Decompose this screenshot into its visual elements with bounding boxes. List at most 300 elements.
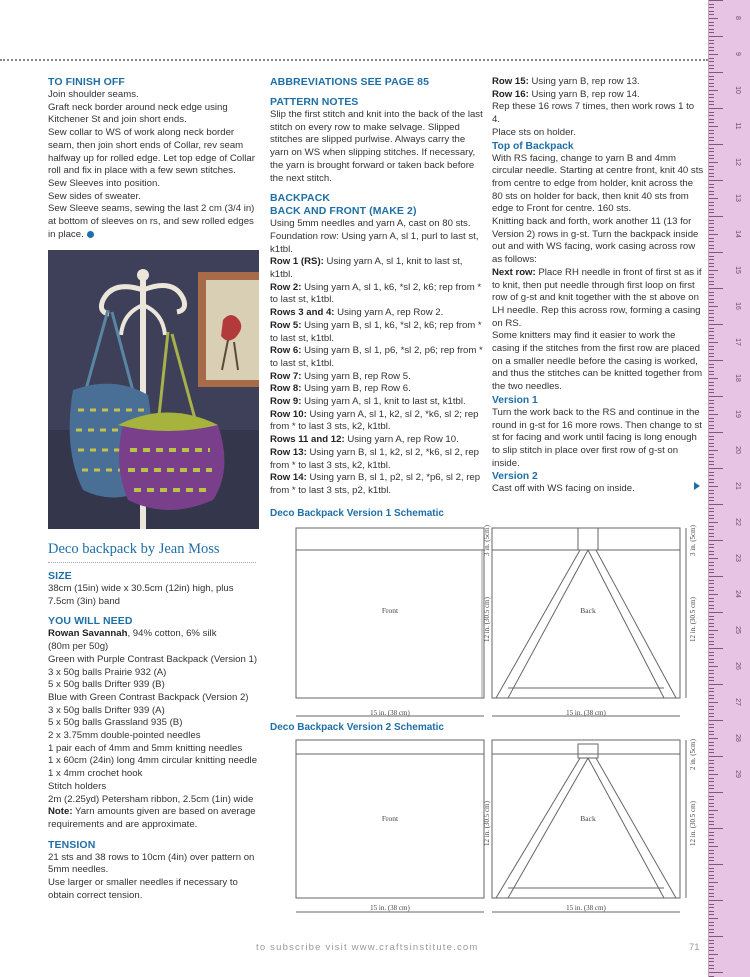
ruler-tick	[709, 623, 714, 624]
pattern-row	[270, 447, 483, 472]
ruler-tick	[709, 907, 714, 908]
row-text: Using yarn B, sl 1, k6, *sl 2, k6; rep from * to last st, k1tbl.	[270, 319, 482, 344]
ruler-tick	[709, 720, 723, 721]
ruler-tick	[709, 515, 714, 516]
ruler-tick	[709, 130, 714, 131]
ruler-tick	[709, 58, 714, 59]
ruler-tick	[709, 976, 714, 977]
row-label: Row 6:	[270, 345, 302, 357]
ruler-tick	[709, 864, 723, 865]
ruler-number: 27	[734, 698, 741, 706]
pattern-row	[270, 472, 483, 497]
ruler-tick	[709, 504, 723, 505]
band-dim: 3 in. (5cm)	[689, 525, 697, 556]
column-1	[48, 76, 261, 241]
row-text: Using yarn B, sl 1, k2, sl 2, *k6, sl 2, rep from * to last 3 sts, k2, k1tbl.	[270, 446, 480, 471]
backpack-illustration	[48, 250, 259, 529]
ruler-tick	[709, 140, 714, 141]
height-dim: 12 in. (30.5 cm)	[689, 597, 697, 642]
ruler-tick	[709, 310, 714, 311]
ruler-tick	[709, 616, 714, 617]
pattern-row	[270, 345, 483, 370]
backpack-heading: BACKPACK	[270, 192, 331, 205]
finish-heading: TO FINISH OFF	[48, 76, 125, 88]
ruler-tick	[709, 198, 718, 199]
ruler-tick	[709, 508, 714, 509]
ruler-tick	[709, 828, 723, 829]
need-item: 2m (2.25yd) Petersham ribbon, 2.5cm (1in) wide	[48, 793, 254, 805]
ruler-tick	[709, 457, 714, 458]
ruler-tick	[709, 443, 714, 444]
ruler-tick	[709, 18, 718, 19]
ruler-tick	[709, 551, 714, 552]
ruler-tick	[709, 230, 714, 231]
ruler-tick	[709, 950, 714, 951]
ruler-tick	[709, 914, 714, 915]
ruler-tick	[709, 220, 714, 221]
ruler-tick	[709, 688, 714, 689]
ruler-tick	[709, 774, 718, 775]
knitting-text: Knitting back and forth, work another 11 (13 for Version 2) rows in g-st. Turn the backpack inside out and with WS facing, work casing across row as follows:	[492, 216, 699, 266]
ruler-tick	[709, 364, 714, 365]
pattern-row	[270, 396, 483, 409]
ruler-tick	[709, 709, 714, 710]
ruler-tick	[709, 50, 714, 51]
ruler-tick	[709, 385, 714, 386]
ruler-tick	[709, 274, 714, 275]
schematic-2-title: Deco Backpack Version 2 Schematic	[270, 722, 444, 733]
abbrev-heading: ABBREVIATIONS SEE PAGE 85	[270, 76, 430, 88]
width-dim: 15 in. (38 cm)	[370, 904, 410, 912]
row-text: Using yarn A, sl 1, k6, *sl 2, k6; rep from * to last st, k1tbl.	[270, 281, 482, 306]
ruler-tick	[709, 324, 723, 325]
ruler-tick	[709, 752, 714, 753]
backpack-photo	[48, 250, 259, 529]
ruler-number: 21	[734, 482, 741, 490]
ruler-tick	[709, 90, 718, 91]
ruler-number: 14	[734, 230, 741, 238]
ruler-tick	[709, 266, 714, 267]
pattern-row	[270, 371, 483, 384]
ruler-tick	[709, 706, 714, 707]
row-text: Using yarn A, sl 1, k2, sl 2, *k6, sl 2; rep from * to last 3 sts, k2, k1tbl.	[270, 408, 479, 433]
ruler-tick	[709, 871, 714, 872]
ruler-tick	[709, 533, 714, 534]
ruler-tick	[709, 436, 714, 437]
row-15	[492, 76, 704, 89]
ruler-tick	[709, 659, 714, 660]
row-label: Row 14:	[270, 472, 307, 484]
ruler-tick	[709, 839, 714, 840]
ruler-tick	[709, 374, 714, 375]
pattern-row	[270, 434, 483, 447]
ruler-tick	[709, 234, 718, 235]
column-3	[492, 76, 704, 496]
top-heading: Top of Backpack	[492, 140, 574, 152]
top-text: With RS facing, change to yarn B and 4mm circular needle. Starting at centre front, knit 40 sts from centre to edge from holder, knit across the 80 sts on holder for back, then knit 40 sts from edge to Front for centre. 160 sts.	[492, 152, 704, 215]
ruler-tick	[709, 450, 718, 451]
width-dim: 15 in. (38 cm)	[566, 709, 606, 717]
ruler-tick	[709, 248, 714, 249]
ruler-number: 9	[734, 52, 741, 56]
ruler-tick	[709, 781, 714, 782]
ruler-tick	[709, 713, 714, 714]
ruler-tick	[709, 328, 714, 329]
ruler-tick	[709, 184, 714, 185]
row-label: Row 13:	[270, 446, 307, 458]
ruler-tick	[709, 932, 714, 933]
ruler-tick	[709, 187, 714, 188]
ruler-tick	[709, 565, 714, 566]
version2-heading: Version 2	[492, 471, 538, 483]
version1-heading: Version 1	[492, 394, 538, 406]
ruler-tick	[709, 702, 718, 703]
finish-para: Join shoulder seams.	[48, 89, 139, 100]
row-label: Row 10:	[270, 408, 307, 420]
ruler-tick	[709, 580, 714, 581]
ruler-tick	[709, 378, 718, 379]
note-label: Note:	[48, 806, 73, 818]
ruler-tick	[709, 536, 714, 537]
ruler-tick	[709, 817, 714, 818]
ruler-tick	[709, 202, 714, 203]
ruler-tick	[709, 731, 714, 732]
ruler-tick	[709, 947, 714, 948]
ruler-tick	[709, 814, 714, 815]
ruler-tick	[709, 155, 714, 156]
row-label: Row 16:	[492, 88, 529, 100]
version2-text: Cast off with WS facing on inside.	[492, 483, 635, 495]
ruler-tick	[709, 32, 714, 33]
ruler-tick	[709, 227, 714, 228]
ruler	[708, 0, 750, 977]
ruler-tick	[709, 893, 714, 894]
row-text: Using yarn B, rep Row 5.	[301, 370, 411, 382]
ruler-tick	[709, 151, 714, 152]
ruler-tick	[709, 619, 714, 620]
ruler-tick	[709, 169, 714, 170]
ruler-tick	[709, 335, 714, 336]
ruler-tick	[709, 403, 714, 404]
finish-last-text: Sew Sleeve seams, sewing the last 2 cm (3/4 in) at bottom of sleeves on rs, and sew rolled edges in place.	[48, 203, 255, 240]
ruler-tick	[709, 598, 714, 599]
row-text: Using yarn A, rep Row 2.	[334, 307, 444, 319]
ruler-tick	[709, 940, 714, 941]
ruler-tick	[709, 936, 723, 937]
ruler-tick	[709, 115, 714, 116]
ruler-tick	[709, 468, 723, 469]
ruler-tick	[709, 756, 723, 757]
ruler-tick	[709, 850, 714, 851]
row-label: Row 1 (RS):	[270, 256, 324, 268]
ruler-tick	[709, 652, 714, 653]
height-dim: 12 in. (30.5 cm)	[483, 801, 491, 846]
ruler-tick	[709, 0, 723, 1]
pattern-row	[270, 409, 483, 434]
ruler-tick	[709, 958, 714, 959]
need-item: 1 x 4mm crochet hook	[48, 768, 143, 780]
width-dim: 15 in. (38 cm)	[566, 904, 606, 912]
ruler-tick	[709, 554, 714, 555]
ruler-tick	[709, 886, 714, 887]
ruler-tick	[709, 911, 714, 912]
ruler-number: 10	[734, 86, 741, 94]
ruler-tick	[709, 205, 714, 206]
ruler-tick	[709, 857, 714, 858]
notes-text: Slip the first stitch and knit into the back of the last stitch on every row to make selvage. Slipped stitches are slipped purlwise. Always carry the yarn on WS when slipping stitches. If necessary, the yarn is brought forward or taken back before the next stitch.	[270, 109, 483, 184]
ruler-tick	[709, 122, 714, 123]
ruler-tick	[709, 245, 714, 246]
ruler-tick	[709, 446, 714, 447]
ruler-tick	[709, 882, 718, 883]
ruler-number: 28	[734, 734, 741, 742]
ruler-tick	[709, 727, 714, 728]
ruler-tick	[709, 943, 714, 944]
ruler-tick	[709, 104, 714, 105]
row-text: Using yarn A, rep Row 10.	[344, 434, 459, 446]
ruler-tick	[709, 292, 714, 293]
need-item: 3 x 50g balls Drifter 939 (A)	[48, 704, 165, 716]
ruler-tick	[709, 540, 723, 541]
ruler-tick	[709, 277, 714, 278]
ruler-tick	[709, 875, 714, 876]
ruler-tick	[709, 54, 718, 55]
ruler-tick	[709, 670, 714, 671]
front-label: Front	[381, 814, 399, 823]
ruler-tick	[709, 778, 714, 779]
ruler-tick	[709, 166, 714, 167]
size-text: 38cm (15in) wide x 30.5cm (12in) high, plus 7.5cm (3in) band	[48, 583, 234, 607]
ruler-tick	[709, 101, 714, 102]
column-1-lower	[48, 570, 261, 902]
ruler-tick	[709, 61, 714, 62]
ruler-tick	[709, 637, 714, 638]
ruler-tick	[709, 133, 714, 134]
ruler-tick	[709, 418, 714, 419]
back-front-heading: BACK AND FRONT (MAKE 2)	[270, 205, 417, 218]
ruler-tick	[709, 490, 714, 491]
back-label: Back	[580, 814, 596, 823]
need-item: Blue with Green Contrast Backpack (Version 2)	[48, 691, 249, 703]
ruler-tick	[709, 644, 714, 645]
need-item: 1 pair each of 4mm and 5mm knitting needles	[48, 742, 243, 754]
ruler-tick	[709, 630, 718, 631]
ruler-number: 22	[734, 518, 741, 526]
ruler-tick	[709, 954, 718, 955]
some-text: Some knitters may find it easier to work the casing if the stitches from the first row are placed on a smaller needle before the casing is worked, and thus the stitches can be knitted together from the two needles.	[492, 330, 703, 393]
ruler-number: 25	[734, 626, 741, 634]
row-label: Rows 3 and 4:	[270, 307, 335, 319]
tension-para: 21 sts and 38 rows to 10cm (4in) over pattern on 5mm needles.	[48, 851, 255, 876]
ruler-tick	[709, 259, 714, 260]
ruler-tick	[709, 666, 718, 667]
height-dim: 12 in. (30.5 cm)	[689, 801, 697, 846]
row-label: Row 2:	[270, 281, 302, 293]
ruler-tick	[709, 144, 723, 145]
ruler-tick	[709, 353, 714, 354]
ruler-number: 11	[734, 122, 741, 130]
ruler-tick	[709, 695, 714, 696]
ruler-tick	[709, 745, 714, 746]
ruler-tick	[709, 162, 718, 163]
ruler-tick	[709, 14, 714, 15]
ruler-tick	[709, 968, 714, 969]
ruler-tick	[709, 302, 714, 303]
ruler-tick	[709, 97, 714, 98]
ruler-tick	[709, 392, 714, 393]
ruler-tick	[709, 796, 714, 797]
ruler-tick	[709, 544, 714, 545]
ruler-tick	[709, 749, 714, 750]
holder-text: Place sts on holder.	[492, 126, 576, 138]
ruler-tick	[709, 900, 723, 901]
pattern-row	[270, 383, 483, 396]
row-text: Using yarn B, rep row 13.	[528, 76, 640, 87]
schematic-1-title: Deco Backpack Version 1 Schematic	[270, 508, 444, 519]
ruler-tick	[709, 11, 714, 12]
row-16	[492, 89, 704, 102]
ruler-tick	[709, 349, 714, 350]
column-2	[270, 76, 483, 498]
ruler-tick	[709, 583, 714, 584]
schematic-2-drawing	[282, 736, 708, 914]
ruler-tick	[709, 414, 718, 415]
schematic-1-drawing	[282, 520, 708, 720]
rows-list	[270, 256, 483, 497]
ruler-tick	[709, 760, 714, 761]
ruler-tick	[709, 137, 714, 138]
need-item: 1 x 60cm (24in) long 4mm circular knitting needle	[48, 755, 258, 767]
ruler-tick	[709, 799, 714, 800]
schematic-1	[282, 520, 708, 725]
ruler-number: 13	[734, 194, 741, 202]
ruler-tick	[709, 194, 714, 195]
ruler-tick	[709, 212, 714, 213]
ruler-tick	[709, 972, 723, 973]
ruler-tick	[709, 853, 714, 854]
row-label: Row 15:	[492, 76, 529, 87]
ruler-tick	[709, 522, 718, 523]
backpack-intro: Using 5mm needles and yarn A, cast on 80 sts. Foundation row: Using yarn A, sl 1, purl to last st, k1tbl.	[270, 218, 479, 255]
yarn-name: Rowan Savannah	[48, 628, 128, 640]
ruler-tick	[709, 7, 714, 8]
row-text: Using yarn B, sl 1, p2, sl 2, *p6, sl 2, rep from * to last 3 sts, p2, k1tbl.	[270, 472, 481, 496]
need-item: 2 x 3.75mm double-pointed needles	[48, 730, 201, 742]
row-text: Using yarn A, sl 1, knit to last st, k1tbl.	[270, 256, 463, 281]
ruler-tick	[709, 587, 714, 588]
ruler-tick	[709, 569, 714, 570]
ruler-tick	[709, 338, 714, 339]
ruler-tick	[709, 716, 714, 717]
version1-text: Turn the work back to the RS and continue in the round in g-st for 16 more rows. Then change to st st for facing and work until facing is long enough to slip stitch in place over first row of g-st on inside.	[492, 406, 702, 469]
ruler-number: 23	[734, 554, 741, 562]
ruler-tick	[709, 464, 714, 465]
ruler-tick	[709, 878, 714, 879]
ruler-tick	[709, 860, 714, 861]
ruler-tick	[709, 904, 714, 905]
band-dim: 2 in. (5cm)	[689, 739, 697, 770]
ruler-tick	[709, 742, 714, 743]
ruler-tick	[709, 929, 714, 930]
ruler-tick	[709, 832, 714, 833]
ruler-tick	[709, 673, 714, 674]
ruler-tick	[709, 922, 714, 923]
row-label: Rows 11 and 12:	[270, 434, 345, 446]
ruler-tick	[709, 677, 714, 678]
ruler-tick	[709, 356, 714, 357]
ruler-tick	[709, 475, 714, 476]
ruler-tick	[709, 407, 714, 408]
ruler-tick	[709, 576, 723, 577]
ruler-tick	[709, 119, 714, 120]
ruler-tick	[709, 263, 714, 264]
ruler-tick	[709, 439, 714, 440]
ruler-tick	[709, 626, 714, 627]
ruler-tick	[709, 425, 714, 426]
ruler-tick	[709, 691, 714, 692]
ruler-tick	[709, 158, 714, 159]
tension-para: Use larger or smaller needles if necessary to obtain correct tension.	[48, 877, 238, 901]
ruler-tick	[709, 482, 714, 483]
ruler-tick	[709, 868, 714, 869]
row-text: Using yarn B, sl 1, p6, *sl 2, p6; rep from * to last st, k1tbl.	[270, 345, 483, 369]
need-yarn	[48, 628, 261, 641]
ruler-number: 24	[734, 590, 741, 598]
ruler-tick	[709, 655, 714, 656]
ruler-tick	[709, 526, 714, 527]
ruler-tick	[709, 724, 714, 725]
ruler-tick	[709, 180, 723, 181]
ruler-tick	[709, 281, 714, 282]
pattern-row	[270, 282, 483, 307]
row-text: Using yarn B, rep row 14.	[528, 88, 640, 100]
back-label: Back	[580, 606, 596, 615]
need-item: (80m per 50g)	[48, 641, 109, 653]
need-item: Green with Purple Contrast Backpack (Version 1)	[48, 653, 258, 665]
finish-para: Graft neck border around neck edge using Kitchener St and join short ends.	[48, 101, 228, 126]
need-heading: YOU WILL NEED	[48, 615, 133, 628]
ruler-tick	[709, 590, 714, 591]
yarn-content: , 94% cotton, 6% silk	[127, 628, 217, 640]
ruler-number: 15	[734, 266, 741, 274]
ruler-tick	[709, 846, 718, 847]
ruler-tick	[709, 518, 714, 519]
ruler-tick	[709, 76, 714, 77]
repeat-text: Rep these 16 rows 7 times, then work rows 1 to 4.	[492, 101, 695, 126]
ruler-tick	[709, 770, 714, 771]
ruler-tick	[709, 961, 714, 962]
ruler-tick	[709, 965, 714, 966]
ruler-tick	[709, 317, 714, 318]
ruler-tick	[709, 396, 723, 397]
ruler-tick	[709, 320, 714, 321]
row-text: Place RH needle in front of first st as if to knit, then put needle through first loop on first row of g-st and knit together with the st above on LH needle. Rep this across row, forming a casing on RS.	[492, 266, 702, 329]
ruler-tick	[709, 68, 714, 69]
ruler-tick	[709, 241, 714, 242]
next-row	[492, 267, 704, 331]
ruler-tick	[709, 79, 714, 80]
notes-heading: PATTERN NOTES	[270, 96, 359, 108]
ruler-tick	[709, 400, 714, 401]
ruler-tick	[709, 40, 714, 41]
ruler-tick	[709, 472, 714, 473]
ruler-tick	[709, 176, 714, 177]
ruler-number: 26	[734, 662, 741, 670]
ruler-tick	[709, 684, 723, 685]
ruler-tick	[709, 698, 714, 699]
ruler-tick	[709, 238, 714, 239]
ruler-tick	[709, 216, 723, 217]
